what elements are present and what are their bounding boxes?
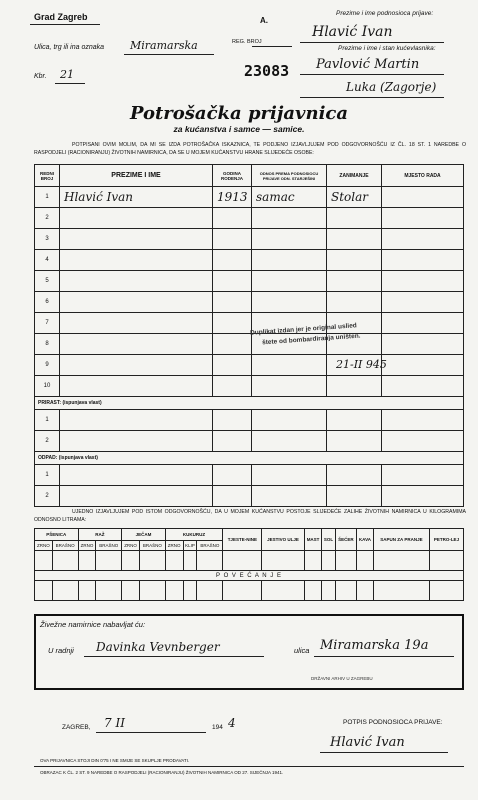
person-row [35,334,464,355]
landlord-label: Prezime i ime i stan kućevlasnika: [338,45,436,52]
person-job [327,271,382,292]
sub-row-cell [382,465,464,486]
applicant-value: Hlavić Ivan [312,24,393,40]
person-no: 5 [35,271,60,292]
person-row [35,376,464,397]
sub-row-cell [213,465,252,486]
person-year [213,208,252,229]
stock-cell [335,551,356,571]
person-job [327,292,382,313]
purchase-street-label: ulica [294,646,310,655]
page-title: Potrošačka prijavnica [129,103,349,124]
stock-group-header: SOL [322,529,335,551]
stock-cell [139,581,165,601]
stock-cell [262,551,304,571]
signature: Hlavić Ivan [330,735,405,750]
stock-text: UJEDNO IZJAVLJUJEM POD ISTOM ODGOVORNOŠĆU, DA U MOJEM KUĆANSTVU POSTOJE SLIJEDEĆE ZALIHE ŽIVOTNIH NAMIRNICA U KILOGRAMIMA ODNOSNO LITRAMA: [34,509,466,523]
person-no: 10 [35,376,60,397]
applicant-label: Prezime i ime podnosioca prijave: [336,10,434,17]
stock-cell [429,581,463,601]
person-name [60,229,213,250]
sub-row-cell [252,410,327,431]
page-subtitle: za kućanstva i samce — samice. [173,124,305,134]
duplicate-stamp-line1: Duplikat izdan jer je original uslied [249,322,358,337]
form-letter: A. [260,16,268,25]
person-year [213,292,252,313]
person-job: Stolar [327,187,382,208]
archive-stamp: DRŽAVNI ARHIV U ZAGREBU [311,676,373,681]
stock-group-header: SAPUN ZA PRANJE [373,529,429,551]
odpad-row [35,486,464,507]
person-no: 8 [35,334,60,355]
col-workplace-header: MJESTO RADA [382,165,464,187]
person-year [213,271,252,292]
stock-cell [183,581,197,601]
stock-group-header: PŠENICA [35,529,79,541]
purchase-street-value: Miramarska 19a [320,638,429,653]
person-name [60,208,213,229]
stock-cell [122,581,140,601]
stock-cell [304,551,322,571]
stock-sub-header: BRAŠNO [139,541,165,551]
person-workplace [382,292,464,313]
stock-cell [52,581,78,601]
sub-row-cell [382,486,464,507]
stock-group-header: TJESTE-NINE [223,529,262,551]
sub-row-cell [213,410,252,431]
person-year [213,229,252,250]
stock-cell [165,551,183,571]
stock-cell [322,551,335,571]
stock-cell [96,581,122,601]
sub-row-cell [252,431,327,452]
stock-sub-header: ZRNO [78,541,96,551]
stock-group-header: KUKURUZ [165,529,223,541]
sub-row-no: 1 [35,465,60,486]
stock-cell [96,551,122,571]
street-label: Ulica, trg ili ina oznaka [34,44,105,51]
person-job [327,208,382,229]
stock-group-header: ŠEĆER [335,529,356,551]
footer-date: 7 II [104,716,125,730]
person-row [35,355,464,376]
reg-number: 23083 [244,62,290,80]
person-name [60,313,213,334]
stock-sub-header: ZRNO [35,541,53,551]
sub-row-cell [60,410,213,431]
stock-cell [183,551,197,571]
col-name-header: PREZIME I IME [60,165,213,187]
duplicate-stamp-date: 21-II 945 [336,358,387,371]
stock-cell [429,551,463,571]
person-relation [252,355,327,376]
person-year: 1913 [213,187,252,208]
stock-cell [78,551,96,571]
person-year [213,313,252,334]
landlord-value: Pavlović Martin [316,57,420,72]
sub-row-cell [382,431,464,452]
stock-cell [78,581,96,601]
sub-row-cell [327,486,382,507]
footer-year: 194 [212,724,223,731]
city-label: Grad Zagreb [34,12,88,22]
person-name: Hlavić Ivan [60,187,213,208]
person-relation [252,376,327,397]
person-name [60,292,213,313]
stock-sub-header: BRAŠNO [197,541,223,551]
stock-cell [223,581,262,601]
footer-note-1: OVA PRIJAVNICA STOJI DIN 0'75 I NE SMIJE SE SKUPLJE PRODAVATI. [40,758,190,763]
stock-cell [262,581,304,601]
person-year [213,334,252,355]
stock-table [34,528,464,601]
stock-cell [35,581,53,601]
sub-row-cell [60,486,213,507]
stock-cell [122,551,140,571]
col-no-header: REDNI BROJ [35,165,60,187]
sub-row-cell [382,410,464,431]
stock-cell [139,551,165,571]
shop-label: U radnji [48,646,74,655]
sub-row-cell [327,431,382,452]
person-row [35,229,464,250]
stock-cell [197,581,223,601]
person-name [60,376,213,397]
reg-label: REG. BROJ [232,39,262,45]
person-name [60,334,213,355]
person-name [60,355,213,376]
sign-label: POTPIS PODNOSIOCA PRIJAVE: [343,719,443,726]
duplicate-stamp-line2: štete od bombardiranja uništen. [261,332,361,347]
person-workplace [382,187,464,208]
purchase-label: Živežne namirnice nabavljat ću: [40,620,146,629]
sub-row-cell [213,486,252,507]
purchase-box [34,614,464,690]
sub-row-cell [60,465,213,486]
person-row [35,250,464,271]
person-name [60,250,213,271]
landlord-place: Luka (Zagorje) [346,80,437,94]
footer-note-2: OBRAZAC K ČL. 2 ST. 9 NAREDBE O RASPODJELI (RACIONIRANJU) ŽIVOTNIH NAMIRNICA OD 27. SIJEČNJA 1941. [40,770,284,775]
person-year [213,376,252,397]
stock-group-header: MAST [304,529,322,551]
stock-cell [357,581,374,601]
stock-cell [223,551,262,571]
stock-cell [197,551,223,571]
person-relation: samac [252,187,327,208]
sub-row-no: 2 [35,431,60,452]
person-job [327,229,382,250]
odpad-label: ODPAD: (ispunjava vlast) [35,452,464,465]
footer-place: ZAGREB, [62,724,91,731]
person-workplace [382,334,464,355]
prirast-row [35,410,464,431]
stock-group-header: JESTIVO ULJE [262,529,304,551]
stock-cell [373,581,429,601]
person-job [327,376,382,397]
person-no: 2 [35,208,60,229]
person-year [213,250,252,271]
person-no: 3 [35,229,60,250]
person-relation [252,250,327,271]
sub-row-cell [327,465,382,486]
person-row [35,187,464,208]
footer-year-hand: 4 [228,716,236,730]
person-relation [252,229,327,250]
sub-row-no: 1 [35,410,60,431]
stock-sub-header: KLIP [183,541,197,551]
sub-row-cell [60,431,213,452]
stock-cell [304,581,322,601]
stock-sub-header: ZRNO [165,541,183,551]
sub-row-no: 2 [35,486,60,507]
col-relation-header: ODNOS PREMA PODNOSIOCU PRIJAVE ODN. STARJEŠINI [252,165,327,187]
person-workplace [382,271,464,292]
col-job-header: ZANIMANJE [327,165,382,187]
street-value: Miramarska [130,39,198,52]
stock-group-header: PETRO-LEJ [429,529,463,551]
house-label: Kbr. [34,73,47,80]
person-workplace [382,376,464,397]
stock-cell [52,551,78,571]
stock-sub-header: ZRNO [122,541,140,551]
stock-sub-header: BRAŠNO [96,541,122,551]
person-year [213,355,252,376]
stock-cell [322,581,335,601]
stock-group-header: RAŽ [78,529,122,541]
person-row [35,208,464,229]
col-year-header: GODINA RODENJA [213,165,252,187]
prirast-label: PRIRAST: (ispunjava vlast) [35,397,464,410]
sub-row-cell [213,431,252,452]
person-relation [252,271,327,292]
sub-row-cell [252,465,327,486]
person-relation [252,292,327,313]
stock-cell [357,551,374,571]
person-job [327,250,382,271]
person-no: 6 [35,292,60,313]
sub-row-cell [252,486,327,507]
stock-group-header: JEČAM [122,529,166,541]
person-no: 1 [35,187,60,208]
person-relation [252,208,327,229]
stock-cell [373,551,429,571]
person-row [35,271,464,292]
person-no: 7 [35,313,60,334]
stock-cell [35,551,53,571]
person-workplace [382,250,464,271]
povecanje-label: P O V E Ć A N J E [35,571,464,581]
house-value: 21 [60,68,74,81]
person-row [35,292,464,313]
person-workplace [382,208,464,229]
intro-text: POTPISANI OVIM MOLIM, DA MI SE IZDA POTROŠAČKA ISKAZNICA, TE PODJENO IZJAVLJUJEM POD ODGOVORNOŠĆU IZ ČL. 18 ST. 1 NAREDBE O RASPODJELI (RACIONIRANJU) ŽIVOTNIH NAMIRNICA, DA SE U MOJEM KUĆANSTVU HRANE SLIJEDEĆE OSOBE: [34,142,466,156]
shop-value: Davinka Vevnberger [96,640,220,654]
stock-group-header: KAVA [357,529,374,551]
stock-cell [335,581,356,601]
person-workplace [382,355,464,376]
person-no: 4 [35,250,60,271]
person-workplace [382,229,464,250]
stock-cell [165,581,183,601]
persons-table [34,164,464,507]
prirast-row [35,431,464,452]
person-workplace [382,313,464,334]
sub-row-cell [327,410,382,431]
odpad-row [35,465,464,486]
person-name [60,271,213,292]
person-no: 9 [35,355,60,376]
stock-sub-header: BRAŠNO [52,541,78,551]
